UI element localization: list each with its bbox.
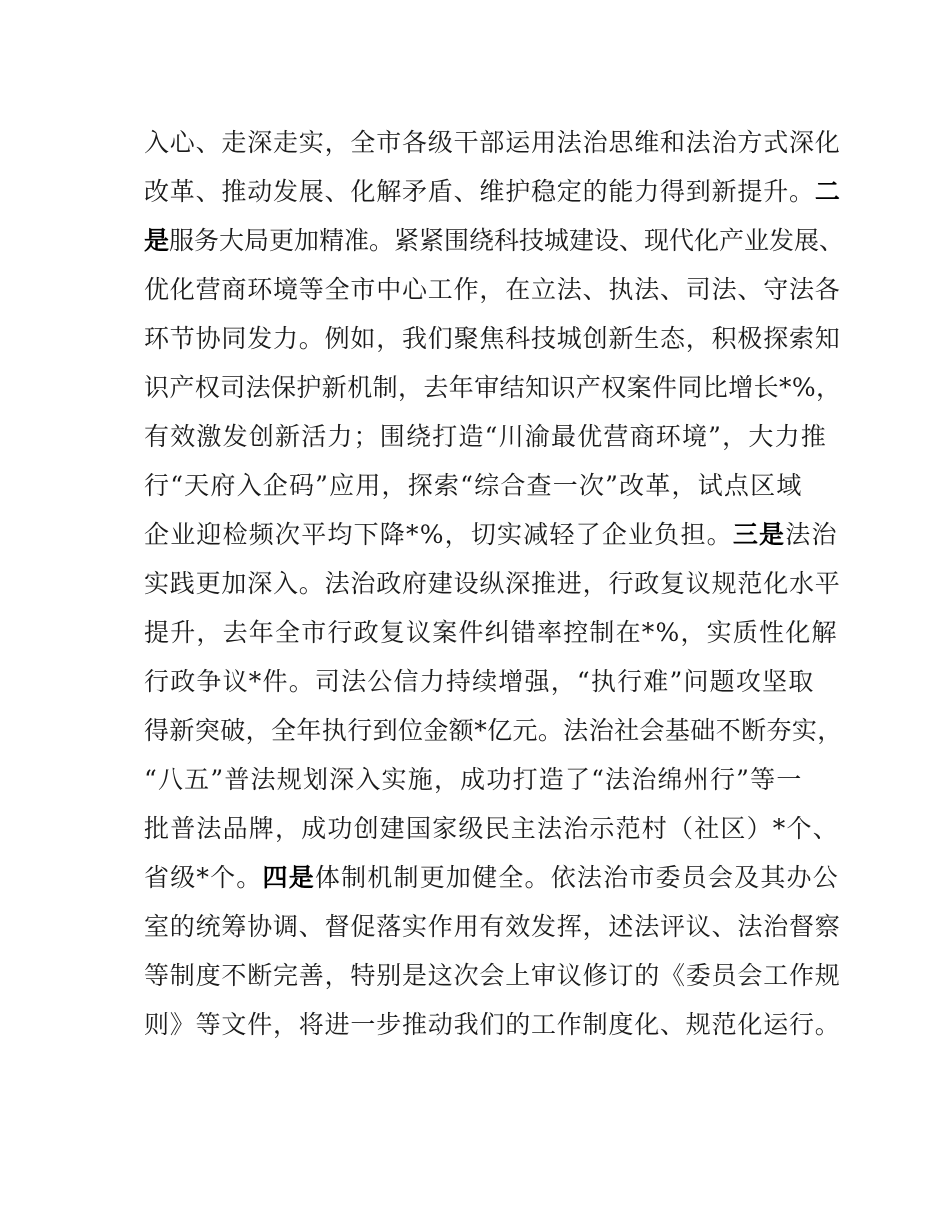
line-text: 识产权司法保护新机制，去年审结知识产权案件同比增长*%，	[144, 373, 842, 402]
text-line	[144, 412, 844, 461]
text-line	[144, 265, 844, 314]
line-text: 实践更加深入。法治政府建设纵深推进，行政复议规范化水平	[144, 569, 841, 598]
text-line	[144, 314, 844, 363]
text-line	[144, 1000, 844, 1049]
line-text: 则》等文件，将进一步推动我们的工作制度化、规范化运行。	[144, 1010, 841, 1039]
line-text: 省级*个。	[144, 863, 263, 892]
ordinal-marker: 是	[144, 226, 170, 255]
text-line	[144, 853, 844, 902]
text-line	[144, 118, 844, 167]
line-text: 改革、推动发展、化解矛盾、维护稳定的能力得到新提升。	[144, 177, 815, 206]
text-line	[144, 755, 844, 804]
ordinal-marker: 二	[814, 177, 841, 206]
line-text: 有效激发创新活力；围绕打造“川渝最优营商环境”，大力推	[144, 422, 827, 451]
line-text: 等制度不断完善，特别是这次会上审议修订的《委员会工作规	[144, 961, 841, 990]
line-text: 体制机制更加健全。依法治市委员会及其办公	[314, 863, 839, 892]
line-text: 行“天府入企码”应用，探索“综合查一次”改革，试点区域	[144, 471, 803, 500]
line-text: 批普法品牌，成功创建国家级民主法治示范村（社区）*个、	[144, 814, 839, 843]
line-text: 入心、走深走实，全市各级干部运用法治思维和法治方式深化	[144, 128, 841, 157]
line-text: 得新突破，全年执行到位金额*亿元。法治社会基础不断夯实，	[144, 716, 843, 745]
text-line	[144, 559, 844, 608]
text-line	[144, 706, 844, 755]
text-line	[144, 510, 844, 559]
line-text: 企业迎检频次平均下降*%，切实减轻了企业负担。	[144, 520, 733, 549]
text-line	[144, 902, 844, 951]
text-line	[144, 657, 844, 706]
line-text: 优化营商环境等全市中心工作，在立法、执法、司法、守法各	[144, 275, 841, 304]
line-text: 法治	[785, 520, 838, 549]
text-line	[144, 167, 844, 216]
text-line	[144, 951, 844, 1000]
text-line	[144, 804, 844, 853]
line-text: 室的统筹协调、督促落实作用有效发挥，述法评议、法治督察	[144, 912, 841, 941]
text-line	[144, 216, 844, 265]
line-text: 环节协同发力。例如，我们聚焦科技城创新生态，积极探索知	[144, 324, 841, 353]
text-line	[144, 461, 844, 510]
line-text: “八五”普法规划深入实施，成功打造了“法治绵州行”等一	[144, 765, 803, 794]
body-text	[144, 118, 844, 1049]
text-line	[144, 363, 844, 412]
line-text: 服务大局更加精准。紧紧围绕科技城建设、现代化产业发展、	[169, 226, 845, 255]
ordinal-marker: 三是	[732, 520, 786, 549]
ordinal-marker: 四是	[262, 863, 315, 892]
text-line	[144, 608, 844, 657]
line-text: 提升，去年全市行政复议案件纠错率控制在*%，实质性化解	[144, 618, 838, 647]
line-text: 行政争议*件。司法公信力持续增强，“执行难”问题攻坚取	[144, 667, 815, 696]
